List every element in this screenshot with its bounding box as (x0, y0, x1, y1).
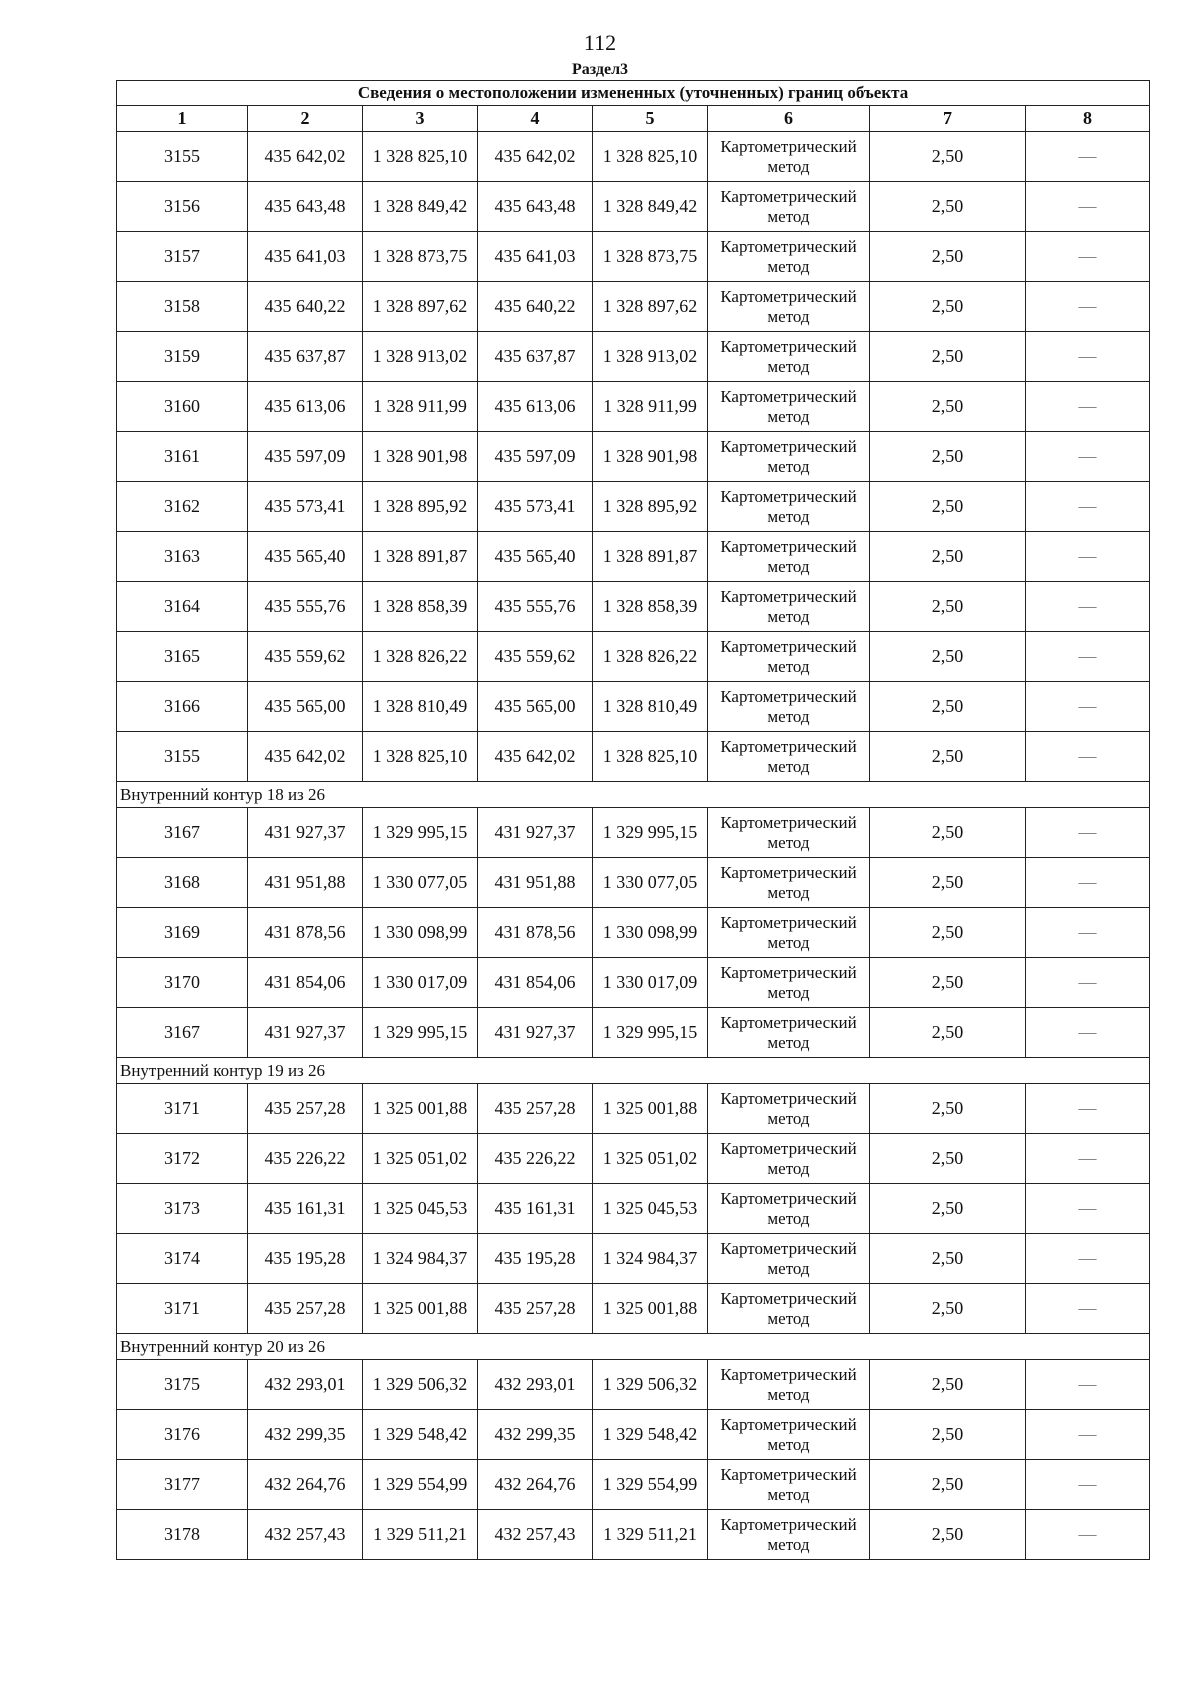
y-new-cell: 1 329 511,21 (593, 1510, 708, 1560)
x-old-cell: 435 565,40 (248, 532, 363, 582)
y-old-cell: 1 328 913,02 (363, 332, 478, 382)
x-old-cell: 432 257,43 (248, 1510, 363, 1560)
table-row (117, 732, 1150, 782)
y-old-cell: 1 329 554,99 (363, 1460, 478, 1510)
dash-cell: — (1026, 908, 1150, 958)
x-old-cell: 435 573,41 (248, 482, 363, 532)
method-cell: Картометрический метод (708, 682, 870, 732)
y-new-cell: 1 324 984,37 (593, 1234, 708, 1284)
y-old-cell: 1 328 897,62 (363, 282, 478, 332)
y-old-cell: 1 328 825,10 (363, 132, 478, 182)
dash-cell: — (1026, 482, 1150, 532)
x-new-cell: 435 642,02 (478, 132, 593, 182)
dash-cell: — (1026, 1084, 1150, 1134)
x-old-cell: 435 642,02 (248, 732, 363, 782)
dash-cell: — (1026, 1510, 1150, 1560)
column-number: 6 (708, 106, 870, 132)
dash-cell: — (1026, 332, 1150, 382)
x-old-cell: 432 293,01 (248, 1360, 363, 1410)
point-number-cell: 3168 (117, 858, 248, 908)
method-cell: Картометрический метод (708, 808, 870, 858)
method-cell: Картометрический метод (708, 1134, 870, 1184)
point-number-cell: 3175 (117, 1360, 248, 1410)
y-old-cell: 1 328 825,10 (363, 732, 478, 782)
method-cell: Картометрический метод (708, 1184, 870, 1234)
table-row (117, 1084, 1150, 1134)
table-row (117, 132, 1150, 182)
x-old-cell: 435 597,09 (248, 432, 363, 482)
point-number-cell: 3167 (117, 808, 248, 858)
precision-cell: 2,50 (870, 482, 1026, 532)
method-cell: Картометрический метод (708, 858, 870, 908)
precision-cell: 2,50 (870, 1510, 1026, 1560)
y-old-cell: 1 328 901,98 (363, 432, 478, 482)
method-cell: Картометрический метод (708, 1008, 870, 1058)
precision-cell: 2,50 (870, 1184, 1026, 1234)
table-row (117, 1360, 1150, 1410)
y-old-cell: 1 328 911,99 (363, 382, 478, 432)
x-new-cell: 431 878,56 (478, 908, 593, 958)
contour-header-row (117, 782, 1150, 808)
point-number-cell: 3174 (117, 1234, 248, 1284)
x-old-cell: 431 951,88 (248, 858, 363, 908)
x-new-cell: 435 640,22 (478, 282, 593, 332)
dash-cell: — (1026, 1410, 1150, 1460)
table-row (117, 432, 1150, 482)
contour-header-row (117, 1058, 1150, 1084)
method-cell: Картометрический метод (708, 582, 870, 632)
method-cell: Картометрический метод (708, 908, 870, 958)
table-row (117, 1234, 1150, 1284)
method-cell: Картометрический метод (708, 332, 870, 382)
point-number-cell: 3167 (117, 1008, 248, 1058)
y-new-cell: 1 328 849,42 (593, 182, 708, 232)
y-new-cell: 1 325 045,53 (593, 1184, 708, 1234)
x-old-cell: 435 613,06 (248, 382, 363, 432)
column-number: 2 (248, 106, 363, 132)
column-number: 5 (593, 106, 708, 132)
precision-cell: 2,50 (870, 282, 1026, 332)
point-number-cell: 3166 (117, 682, 248, 732)
dash-cell: — (1026, 732, 1150, 782)
table-row (117, 282, 1150, 332)
table-row (117, 958, 1150, 1008)
table-row (117, 682, 1150, 732)
point-number-cell: 3164 (117, 582, 248, 632)
x-old-cell: 435 257,28 (248, 1284, 363, 1334)
y-new-cell: 1 330 098,99 (593, 908, 708, 958)
precision-cell: 2,50 (870, 1284, 1026, 1334)
contour-header-row (117, 1334, 1150, 1360)
section-title: Раздел3 (571, 61, 629, 78)
boundary-table (116, 80, 1150, 1560)
y-new-cell: 1 328 911,99 (593, 382, 708, 432)
point-number-cell: 3161 (117, 432, 248, 482)
precision-cell: 2,50 (870, 632, 1026, 682)
y-new-cell: 1 328 901,98 (593, 432, 708, 482)
y-old-cell: 1 330 017,09 (363, 958, 478, 1008)
contour-label: Внутренний контур 20 из 26 (117, 1334, 1150, 1360)
method-cell: Картометрический метод (708, 1360, 870, 1410)
precision-cell: 2,50 (870, 908, 1026, 958)
x-old-cell: 435 555,76 (248, 582, 363, 632)
precision-cell: 2,50 (870, 1008, 1026, 1058)
precision-cell: 2,50 (870, 132, 1026, 182)
point-number-cell: 3165 (117, 632, 248, 682)
dash-cell: — (1026, 182, 1150, 232)
method-cell: Картометрический метод (708, 182, 870, 232)
y-new-cell: 1 328 825,10 (593, 132, 708, 182)
x-new-cell: 435 257,28 (478, 1084, 593, 1134)
x-old-cell: 435 565,00 (248, 682, 363, 732)
dash-cell: — (1026, 1134, 1150, 1184)
y-old-cell: 1 329 995,15 (363, 1008, 478, 1058)
x-new-cell: 435 226,22 (478, 1134, 593, 1184)
dash-cell: — (1026, 1234, 1150, 1284)
y-new-cell: 1 329 548,42 (593, 1410, 708, 1460)
y-new-cell: 1 330 077,05 (593, 858, 708, 908)
x-old-cell: 435 640,22 (248, 282, 363, 332)
table-row (117, 808, 1150, 858)
dash-cell: — (1026, 632, 1150, 682)
column-number-row (117, 106, 1150, 132)
y-new-cell: 1 328 825,10 (593, 732, 708, 782)
dash-cell: — (1026, 808, 1150, 858)
x-old-cell: 435 643,48 (248, 182, 363, 232)
y-old-cell: 1 325 051,02 (363, 1134, 478, 1184)
point-number-cell: 3162 (117, 482, 248, 532)
point-number-cell: 3156 (117, 182, 248, 232)
table-row (117, 532, 1150, 582)
table-row (117, 1284, 1150, 1334)
x-new-cell: 435 643,48 (478, 182, 593, 232)
y-old-cell: 1 330 077,05 (363, 858, 478, 908)
method-cell: Картометрический метод (708, 1460, 870, 1510)
method-cell: Картометрический метод (708, 1084, 870, 1134)
x-new-cell: 435 555,76 (478, 582, 593, 632)
table-row (117, 582, 1150, 632)
point-number-cell: 3177 (117, 1460, 248, 1510)
dash-cell: — (1026, 132, 1150, 182)
x-old-cell: 431 878,56 (248, 908, 363, 958)
y-new-cell: 1 328 873,75 (593, 232, 708, 282)
dash-cell: — (1026, 682, 1150, 732)
dash-cell: — (1026, 1008, 1150, 1058)
y-new-cell: 1 329 506,32 (593, 1360, 708, 1410)
x-new-cell: 435 195,28 (478, 1234, 593, 1284)
y-old-cell: 1 329 506,32 (363, 1360, 478, 1410)
dash-cell: — (1026, 232, 1150, 282)
precision-cell: 2,50 (870, 732, 1026, 782)
dash-cell: — (1026, 282, 1150, 332)
point-number-cell: 3159 (117, 332, 248, 382)
y-old-cell: 1 328 891,87 (363, 532, 478, 582)
x-old-cell: 435 641,03 (248, 232, 363, 282)
method-cell: Картометрический метод (708, 432, 870, 482)
dash-cell: — (1026, 1284, 1150, 1334)
y-old-cell: 1 328 895,92 (363, 482, 478, 532)
precision-cell: 2,50 (870, 1410, 1026, 1460)
x-old-cell: 435 637,87 (248, 332, 363, 382)
y-new-cell: 1 328 810,49 (593, 682, 708, 732)
point-number-cell: 3171 (117, 1284, 248, 1334)
x-new-cell: 431 854,06 (478, 958, 593, 1008)
precision-cell: 2,50 (870, 332, 1026, 382)
x-old-cell: 431 927,37 (248, 808, 363, 858)
x-new-cell: 431 951,88 (478, 858, 593, 908)
point-number-cell: 3172 (117, 1134, 248, 1184)
dash-cell: — (1026, 1184, 1150, 1234)
x-old-cell: 435 195,28 (248, 1234, 363, 1284)
dash-cell: — (1026, 582, 1150, 632)
y-old-cell: 1 328 849,42 (363, 182, 478, 232)
y-new-cell: 1 325 051,02 (593, 1134, 708, 1184)
x-old-cell: 431 927,37 (248, 1008, 363, 1058)
precision-cell: 2,50 (870, 958, 1026, 1008)
x-new-cell: 435 597,09 (478, 432, 593, 482)
point-number-cell: 3155 (117, 132, 248, 182)
point-number-cell: 3160 (117, 382, 248, 432)
y-old-cell: 1 328 810,49 (363, 682, 478, 732)
dash-cell: — (1026, 1460, 1150, 1510)
dash-cell: — (1026, 382, 1150, 432)
x-new-cell: 432 264,76 (478, 1460, 593, 1510)
x-new-cell: 435 161,31 (478, 1184, 593, 1234)
x-old-cell: 435 226,22 (248, 1134, 363, 1184)
y-old-cell: 1 324 984,37 (363, 1234, 478, 1284)
y-new-cell: 1 325 001,88 (593, 1084, 708, 1134)
y-old-cell: 1 330 098,99 (363, 908, 478, 958)
method-cell: Картометрический метод (708, 958, 870, 1008)
x-new-cell: 431 927,37 (478, 1008, 593, 1058)
table-row (117, 1410, 1150, 1460)
x-new-cell: 435 641,03 (478, 232, 593, 282)
point-number-cell: 3178 (117, 1510, 248, 1560)
x-old-cell: 435 257,28 (248, 1084, 363, 1134)
table-body (117, 132, 1150, 1560)
y-new-cell: 1 329 554,99 (593, 1460, 708, 1510)
precision-cell: 2,50 (870, 1134, 1026, 1184)
y-new-cell: 1 328 895,92 (593, 482, 708, 532)
precision-cell: 2,50 (870, 1460, 1026, 1510)
point-number-cell: 3176 (117, 1410, 248, 1460)
method-cell: Картометрический метод (708, 482, 870, 532)
method-cell: Картометрический метод (708, 1410, 870, 1460)
y-old-cell: 1 329 511,21 (363, 1510, 478, 1560)
precision-cell: 2,50 (870, 858, 1026, 908)
precision-cell: 2,50 (870, 532, 1026, 582)
table-row (117, 1510, 1150, 1560)
method-cell: Картометрический метод (708, 232, 870, 282)
table-caption: Сведения о местоположении измененных (уточненных) границ объекта (117, 81, 1150, 106)
method-cell: Картометрический метод (708, 532, 870, 582)
contour-label: Внутренний контур 18 из 26 (117, 782, 1150, 808)
column-number: 3 (363, 106, 478, 132)
x-new-cell: 435 559,62 (478, 632, 593, 682)
precision-cell: 2,50 (870, 432, 1026, 482)
table-row (117, 482, 1150, 532)
point-number-cell: 3157 (117, 232, 248, 282)
table-row (117, 1008, 1150, 1058)
x-new-cell: 431 927,37 (478, 808, 593, 858)
table-row (117, 632, 1150, 682)
precision-cell: 2,50 (870, 182, 1026, 232)
table-row (117, 182, 1150, 232)
x-old-cell: 432 299,35 (248, 1410, 363, 1460)
y-new-cell: 1 328 913,02 (593, 332, 708, 382)
precision-cell: 2,50 (870, 1084, 1026, 1134)
dash-cell: — (1026, 532, 1150, 582)
precision-cell: 2,50 (870, 232, 1026, 282)
x-old-cell: 435 559,62 (248, 632, 363, 682)
x-new-cell: 432 293,01 (478, 1360, 593, 1410)
table-row (117, 232, 1150, 282)
method-cell: Картометрический метод (708, 132, 870, 182)
point-number-cell: 3171 (117, 1084, 248, 1134)
y-old-cell: 1 328 858,39 (363, 582, 478, 632)
x-old-cell: 435 642,02 (248, 132, 363, 182)
y-old-cell: 1 329 995,15 (363, 808, 478, 858)
dash-cell: — (1026, 958, 1150, 1008)
point-number-cell: 3155 (117, 732, 248, 782)
table-row (117, 332, 1150, 382)
point-number-cell: 3169 (117, 908, 248, 958)
y-old-cell: 1 328 873,75 (363, 232, 478, 282)
y-new-cell: 1 329 995,15 (593, 808, 708, 858)
x-new-cell: 432 299,35 (478, 1410, 593, 1460)
method-cell: Картометрический метод (708, 382, 870, 432)
precision-cell: 2,50 (870, 1360, 1026, 1410)
x-old-cell: 431 854,06 (248, 958, 363, 1008)
precision-cell: 2,50 (870, 682, 1026, 732)
method-cell: Картометрический метод (708, 282, 870, 332)
x-new-cell: 435 565,00 (478, 682, 593, 732)
y-new-cell: 1 325 001,88 (593, 1284, 708, 1334)
y-old-cell: 1 328 826,22 (363, 632, 478, 682)
precision-cell: 2,50 (870, 582, 1026, 632)
x-old-cell: 432 264,76 (248, 1460, 363, 1510)
precision-cell: 2,50 (870, 382, 1026, 432)
point-number-cell: 3173 (117, 1184, 248, 1234)
precision-cell: 2,50 (870, 1234, 1026, 1284)
y-new-cell: 1 329 995,15 (593, 1008, 708, 1058)
column-number: 1 (117, 106, 248, 132)
y-old-cell: 1 325 001,88 (363, 1284, 478, 1334)
x-new-cell: 432 257,43 (478, 1510, 593, 1560)
contour-label: Внутренний контур 19 из 26 (117, 1058, 1150, 1084)
y-old-cell: 1 325 001,88 (363, 1084, 478, 1134)
x-new-cell: 435 565,40 (478, 532, 593, 582)
y-new-cell: 1 328 891,87 (593, 532, 708, 582)
dash-cell: — (1026, 858, 1150, 908)
method-cell: Картометрический метод (708, 1234, 870, 1284)
x-new-cell: 435 613,06 (478, 382, 593, 432)
point-number-cell: 3163 (117, 532, 248, 582)
column-number: 8 (1026, 106, 1150, 132)
y-new-cell: 1 330 017,09 (593, 958, 708, 1008)
x-new-cell: 435 257,28 (478, 1284, 593, 1334)
method-cell: Картометрический метод (708, 1510, 870, 1560)
y-old-cell: 1 325 045,53 (363, 1184, 478, 1234)
method-cell: Картометрический метод (708, 1284, 870, 1334)
x-new-cell: 435 637,87 (478, 332, 593, 382)
table-row (117, 1134, 1150, 1184)
point-number-cell: 3158 (117, 282, 248, 332)
x-new-cell: 435 642,02 (478, 732, 593, 782)
page-number: 112 (583, 30, 617, 55)
method-cell: Картометрический метод (708, 632, 870, 682)
y-new-cell: 1 328 858,39 (593, 582, 708, 632)
column-number: 4 (478, 106, 593, 132)
column-number: 7 (870, 106, 1026, 132)
y-new-cell: 1 328 826,22 (593, 632, 708, 682)
table-row (117, 1184, 1150, 1234)
x-new-cell: 435 573,41 (478, 482, 593, 532)
table-row (117, 908, 1150, 958)
y-old-cell: 1 329 548,42 (363, 1410, 478, 1460)
table-row (117, 858, 1150, 908)
dash-cell: — (1026, 432, 1150, 482)
x-old-cell: 435 161,31 (248, 1184, 363, 1234)
table-row (117, 382, 1150, 432)
precision-cell: 2,50 (870, 808, 1026, 858)
table-row (117, 1460, 1150, 1510)
point-number-cell: 3170 (117, 958, 248, 1008)
dash-cell: — (1026, 1360, 1150, 1410)
y-new-cell: 1 328 897,62 (593, 282, 708, 332)
method-cell: Картометрический метод (708, 732, 870, 782)
